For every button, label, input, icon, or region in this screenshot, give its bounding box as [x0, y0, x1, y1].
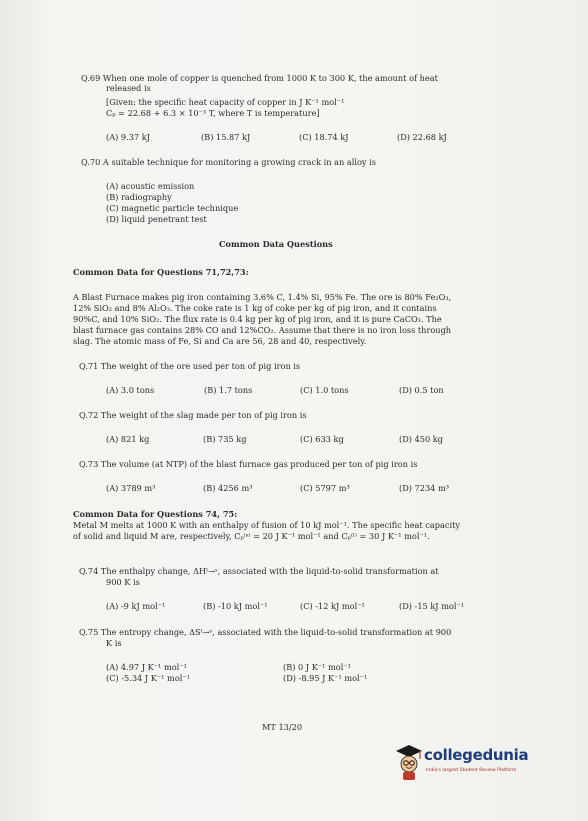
q75-option-a: (A) 4.97 J K⁻¹ mol⁻¹ [106, 662, 187, 672]
q71-option-a: (A) 3.0 tons [106, 385, 155, 395]
common-data-2-line: Metal M melts at 1000 K with an enthalpy of fusion of 10 kJ mol⁻¹. The specific heat capacity [73, 520, 461, 530]
q69-option-d: (D) 22.68 kJ [397, 132, 447, 142]
q72-option-a: (A) 821 kg [106, 434, 150, 444]
common-data-1-line: A Blast Furnace makes pig iron containing 3.6% C, 1.4% Si, 95% Fe. The ore is 80% Fe₂O₃, [73, 292, 452, 302]
q73-option-c: (C) 5797 m³ [300, 483, 350, 493]
graduate-mascot-icon [394, 742, 424, 782]
common-data-2-line: of solid and liquid M are, respectively, Cₚ⁽ˢ⁾ = 20 J K⁻¹ mol⁻¹ and Cₚ⁽ˡ⁾ = 30 J K⁻¹ mol⁻¹. [73, 531, 430, 541]
common-data-1-line: 12% SiO₂ and 8% Al₂O₃. The coke rate is 1 kg of coke per kg of pig iron, and it contains [73, 303, 437, 313]
q71-option-b: (B) 1.7 tons [204, 385, 253, 395]
q72-option-b: (B) 735 kg [203, 434, 247, 444]
q70-option-a: (A) acoustic emission [106, 181, 195, 191]
q73-option-d: (D) 7234 m³ [399, 483, 450, 493]
common-data-1-heading: Common Data for Questions 71,72,73: [73, 267, 249, 277]
q74-option-a: (A) -9 kJ mol⁻¹ [106, 601, 166, 611]
q69-option-c: (C) 18.74 kJ [299, 132, 349, 142]
q73-option-a: (A) 3789 m³ [106, 483, 156, 493]
logo-tagline: India's largest Student Review Platform [426, 768, 517, 773]
q69-given-2: Cₚ = 22.68 + 6.3 × 10⁻³ T, where T is temperature] [106, 108, 320, 118]
common-data-1-line: slag. The atomic mass of Fe, Si and Ca are 56, 28 and 40, respectively. [73, 336, 367, 346]
q69-given-1: [Given: the specific heat capacity of copper in J K⁻¹ mol⁻¹ [106, 97, 345, 107]
q69-option-b: (B) 15.87 kJ [201, 132, 251, 142]
q75-option-c: (C) -5.34 J K⁻¹ mol⁻¹ [106, 673, 190, 683]
q71-stem: Q.71 The weight of the ore used per ton of pig iron is [79, 361, 301, 371]
q72-option-d: (D) 450 kg [399, 434, 443, 444]
collegedunia-logo [394, 740, 582, 792]
q69-stem: Q.69 When one mole of copper is quenched from 1000 K to 300 K, the amount of heat [81, 73, 438, 83]
q75-option-d: (D) -8.95 J K⁻¹ mol⁻¹ [283, 673, 368, 683]
page-footer: MT 13/20 [262, 722, 303, 732]
common-data-1-line: 90%C, and 10% SiO₂. The flux rate is 0.4 kg per kg of pig iron, and it is pure CaCO₃. The [73, 314, 442, 324]
q75-option-b: (B) 0 J K⁻¹ mol⁻¹ [283, 662, 351, 672]
q69-option-a: (A) 9.37 kJ [106, 132, 150, 142]
q70-stem: Q.70 A suitable technique for monitoring a growing crack in an alloy is [81, 157, 376, 167]
q74-stem: Q.74 The enthalpy change, ΔHˡ→ˢ, associated with the liquid-to-solid transformation at [79, 566, 439, 576]
q75-stem: Q.75 The entropy change, ΔSˡ→ˢ, associated with the liquid-to-solid transformation at 900 [79, 627, 452, 637]
q74-option-b: (B) -10 kJ mol⁻¹ [203, 601, 268, 611]
q71-option-c: (C) 1.0 tons [300, 385, 349, 395]
q70-option-b: (B) radiography [106, 192, 172, 202]
q71-option-d: (D) 0.5 ton [399, 385, 444, 395]
q75-stem-cont: K is [106, 638, 122, 648]
q70-option-c: (C) magnetic particle technique [106, 203, 239, 213]
q74-option-d: (D) -15 kJ mol⁻¹ [399, 601, 465, 611]
common-data-1-line: blast furnace gas contains 28% CO and 12%CO₂. Assume that there is no iron loss through [73, 325, 452, 335]
q74-stem-cont: 900 K is [106, 577, 140, 587]
q74-option-c: (C) -12 kJ mol⁻¹ [300, 601, 365, 611]
q73-option-b: (B) 4256 m³ [203, 483, 253, 493]
q70-option-d: (D) liquid penetrant test [106, 214, 207, 224]
q72-stem: Q.72 The weight of the slag made per ton of pig iron is [79, 410, 307, 420]
q72-option-c: (C) 633 kg [300, 434, 344, 444]
q73-stem: Q.73 The volume (at NTP) of the blast furnace gas produced per ton of pig iron is [79, 459, 418, 469]
logo-wordmark: collegedunia [424, 746, 529, 764]
section-title: Common Data Questions [219, 239, 333, 249]
common-data-2-heading: Common Data for Questions 74, 75: [73, 509, 238, 519]
q69-stem-cont: released is [106, 83, 151, 93]
